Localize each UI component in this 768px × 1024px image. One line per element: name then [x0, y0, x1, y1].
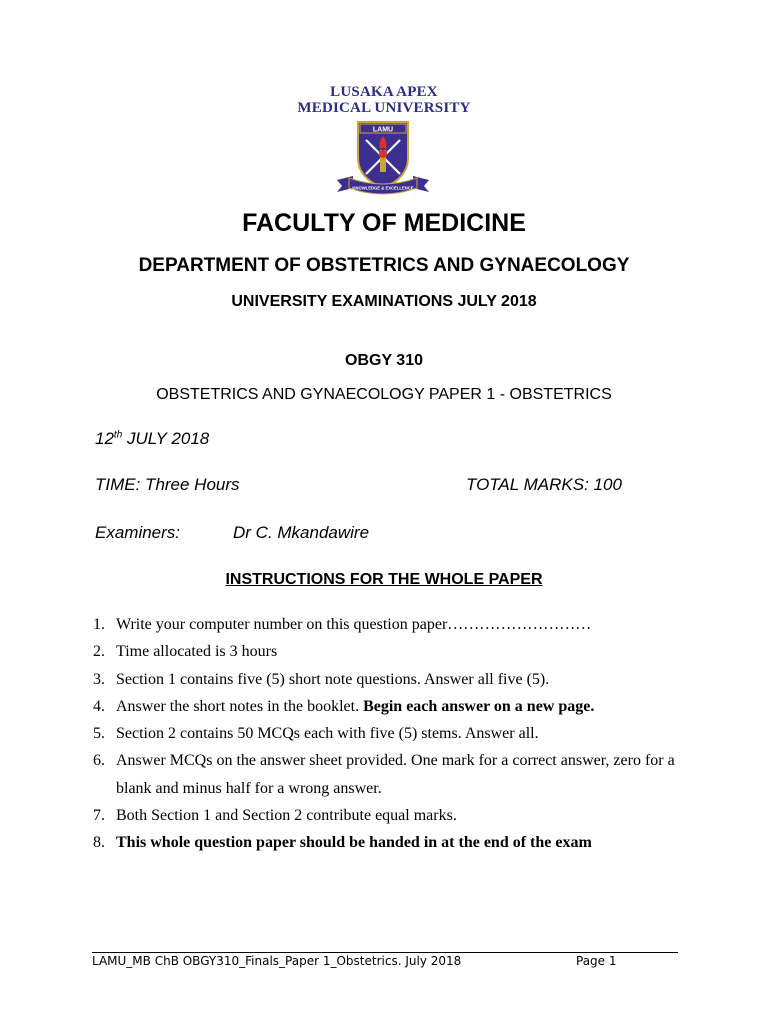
faculty-title: FACULTY OF MEDICINE [242, 209, 526, 237]
instruction-item [93, 611, 693, 638]
instruction-emphasis: Begin each answer on a new page. [363, 697, 595, 715]
instructions-heading: INSTRUCTIONS FOR THE WHOLE PAPER [225, 571, 543, 588]
date-month-year: JULY 2018 [122, 429, 210, 448]
university-name-line1: LUSAKA APEX [330, 84, 438, 100]
date-day: 12 [95, 429, 114, 448]
university-crest-icon [333, 118, 433, 198]
instruction-item [93, 666, 693, 693]
university-logo-text [0, 84, 768, 116]
instruction-text: Answer MCQs on the answer sheet provided. One mark for a correct answer, zero for a blank and minus half for a wrong answer. [116, 752, 675, 797]
total-marks: TOTAL MARKS: 100 [466, 475, 622, 494]
instruction-item [93, 720, 693, 747]
course-code: OBGY 310 [345, 352, 423, 369]
examiners-label: Examiners: [95, 523, 181, 542]
footer-divider [92, 952, 678, 953]
crest-label: LAMU [372, 126, 394, 134]
instruction-item [93, 747, 693, 802]
date-suffix: th [113, 429, 123, 441]
instruction-text: Time allocated is 3 hours [116, 643, 278, 661]
instruction-text: This whole question paper should be handed in at the end of the exam [116, 834, 592, 852]
instruction-text: Answer the short notes in the booklet. [116, 697, 364, 715]
instruction-number: 2. [93, 643, 105, 661]
instruction-number: 5. [93, 725, 105, 743]
instruction-text: Both Section 1 and Section 2 contribute equal marks. [116, 807, 457, 825]
instruction-number: 8. [93, 834, 105, 852]
instructions-list [93, 611, 693, 857]
examiner-name: Dr C. Mkandawire [233, 523, 370, 542]
exam-time: TIME: Three Hours [95, 475, 240, 494]
instruction-item [93, 802, 693, 829]
instruction-item [93, 693, 693, 720]
instruction-text: Section 2 contains 50 MCQs each with five (5) stems. Answer all. [116, 725, 539, 743]
instruction-number: 7. [93, 807, 105, 825]
paper-title: OBSTETRICS AND GYNAECOLOGY PAPER 1 - OBSTETRICS [156, 386, 612, 403]
instruction-text: Write your computer number on this question paper……………………… [116, 616, 592, 633]
instruction-text: Section 1 contains five (5) short note questions. Answer all five (5). [116, 670, 550, 688]
instruction-number: 1. [93, 616, 105, 633]
footer-document-id: LAMU_MB ChB OBGY310_Finals_Paper 1_Obstetrics. July 2018 [92, 954, 462, 968]
instruction-number: 3. [93, 670, 105, 688]
university-name-line2: MEDICAL UNIVERSITY [297, 100, 471, 116]
instruction-item [93, 638, 693, 665]
department-title: DEPARTMENT OF OBSTETRICS AND GYNAECOLOGY [138, 255, 630, 276]
exam-date [95, 429, 209, 449]
exam-title: UNIVERSITY EXAMINATIONS JULY 2018 [231, 293, 537, 310]
instruction-number: 4. [93, 697, 105, 715]
crest-motto: KNOWLEDGE & EXCELLENCE [352, 185, 414, 191]
instruction-number: 6. [93, 752, 105, 770]
instruction-item [93, 829, 693, 856]
footer-page-number: Page 1 [576, 954, 617, 968]
